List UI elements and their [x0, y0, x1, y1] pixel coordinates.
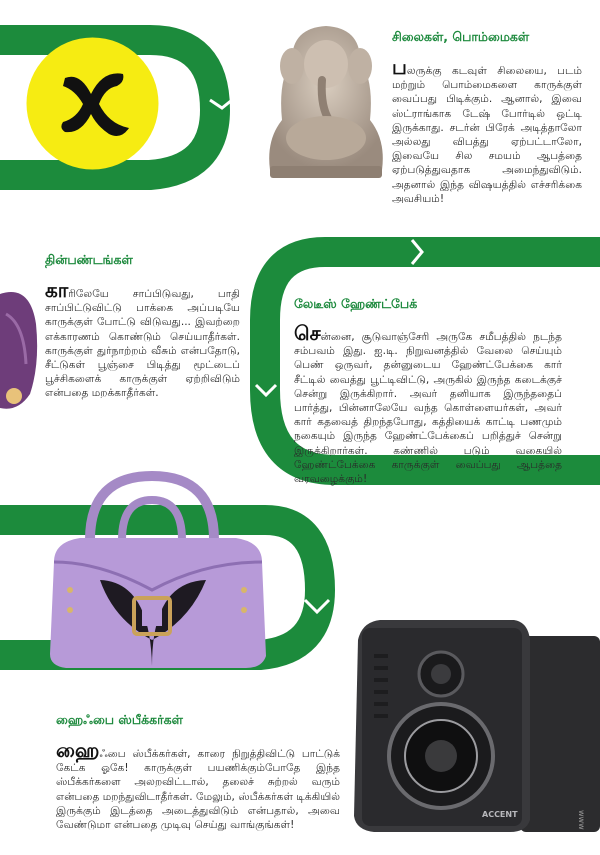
road-marker-icon: [398, 508, 410, 532]
purple-fabric-bag-icon: [0, 284, 40, 414]
section-body: சென்னை, சூடுவாஞ்சேரி அருகே சமீபத்தில் நடந்த சம்பவம் இது. ஐ.டி. நிறுவனத்தில் வேலை செய்யும் பெண் ஒருவர், தன்னுடைய ஹேண்ட்பேக்கை கார் சீட்டில் வைத்து பூட்டிவிட்டு, அருகில் இருந்த கடைக்குச் சென்று இருக்கிறார். அவர் தனியாக இருந்ததைப் பார்த்து, பின்னாலேயே வந்த கொள்ளையர்கள், அவர் கார் கதவைத் திறந்தபோது, கத்தியைக் காட்டி பணமும் நகையும் இருந்த ஹேண்ட்பேக்கைப் பறித்துச் சென்று இருக்கிறார்கள். கண்ணில் படும் வகையில் ஹேண்ட்பேக்கை காருக்குள் வைப்பது ஆபத்தை வரவழைக்கும்!: [294, 321, 562, 486]
section-hifi-speakers: [56, 712, 340, 832]
speaker-brand-label: ACCENT: [482, 810, 518, 819]
section-lead-letter: ப: [392, 55, 407, 79]
section-heading: சிலைகள், பொம்மைகள்: [392, 29, 530, 44]
section-statues: [392, 29, 582, 206]
hifi-speaker-icon: [344, 616, 600, 832]
ganesha-statue-icon: [262, 20, 390, 180]
section-snacks: [45, 252, 240, 401]
section-heading: லேடீஸ் ஹேண்ட்பேக்: [294, 296, 418, 311]
section-body: காரிலேயே சாப்பிடுவது, பாதி சாப்பிட்டுவிட்டு பாக்கை அப்படியே காருக்குள் போட்டு விடுவது... இவற்றை எக்காரணம் கொண்டும் செய்யாதீர்கள். காருக்குள் துர்நாற்றம் வீசும் என்பதோடு, சீட்டுகள் பூஞ்சை பிடித்து மூட்டைப் பூச்சிகளைக் காருக்குள் ஏற்றிவிடும் என்பதை மறக்காதீர்கள்.: [45, 278, 240, 400]
section-ladies-handbag: [294, 296, 562, 486]
section-heading: தின்பண்டங்கள்: [45, 252, 133, 267]
section-body: பலருக்கு கடவுள் சிலையை, படம் மற்றும் பொம்மைகளை காருக்குள் வைப்பது பிடிக்கும். ஆனால், இவை ஸ்ட்ராங்காக டேஷ் போர்டில் ஒட்டி இருக்காது. சடர்ன் பிரேக் அடித்தாலோ அல்லது விபத்து ஏற்பட்டாலோ, இவையே சில சமயம் ஆபத்தை ஏற்படுத்துவதாக அமைந்துவிடும். அதனால் இந்த விஷயத்தில் எச்சரிக்கை அவசியம்!: [392, 55, 582, 205]
side-watermark: www: [577, 810, 586, 830]
purple-handbag-icon: [40, 470, 275, 675]
section-lead-letter: கா: [45, 278, 69, 302]
section-lead-letter: செ: [294, 321, 321, 345]
section-lead-letter: ஹை: [56, 738, 100, 762]
section-body: ஹைஃபை ஸ்பீக்கர்கள், காரை நிறுத்திவிட்டு பாட்டுக் கேட்க ஓகே! காருக்குள் பயணிக்கும்போதே இந்த ஸ்பீக்கர்களை அலறவிட்டால், தலைச் சுற்றல் வரும் என்பதை மறந்துவிடாதீர்கள். மேலும், ஸ்பீக்கர்கள் டிக்கியில் இருக்கும் இடத்தை அடைத்துவிடும் என்பதால், அவை வேண்டுமா என்பதை முடிவு செய்து வாங்குங்கள்!: [56, 738, 340, 832]
prohibition-x-icon: [25, 36, 160, 171]
section-heading: ஹைஃபை ஸ்பீக்கர்கள்: [56, 712, 183, 727]
